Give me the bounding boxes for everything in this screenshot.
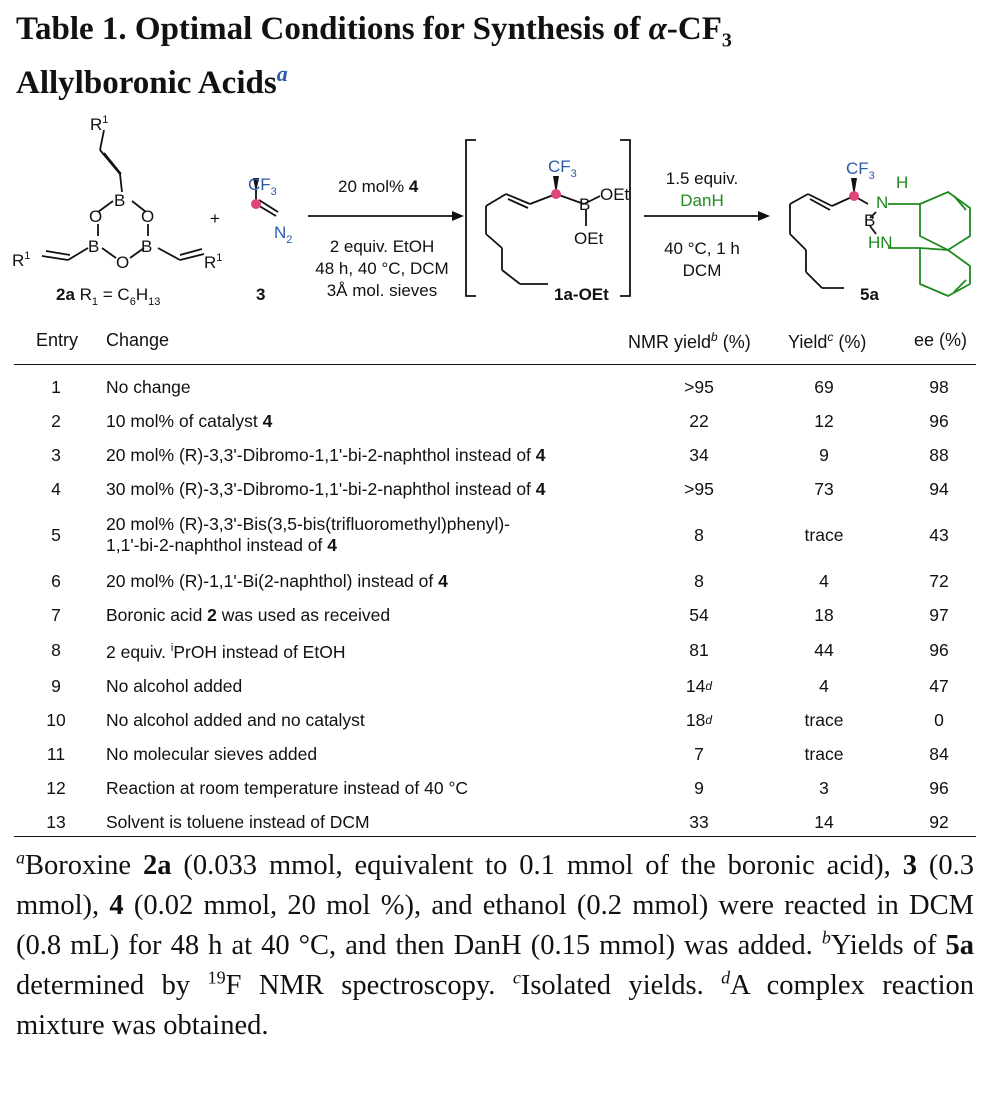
change-cell: 20 mol% (R)-3,3'-Dibromo-1,1'-bi-2-naphthol instead of 4	[106, 444, 546, 465]
change-cell: No change	[106, 376, 191, 397]
svg-text:48 h, 40 °C, DCM: 48 h, 40 °C, DCM	[315, 259, 449, 278]
ee-cell: 96	[929, 410, 949, 431]
svg-text:B: B	[579, 195, 591, 214]
svg-text:H: H	[896, 173, 909, 192]
yield-cell: 4	[819, 675, 829, 696]
ee-cell: 0	[934, 709, 944, 730]
nmr-yield-cell: 54	[689, 604, 709, 625]
yield-cell: trace	[804, 709, 844, 730]
entry-cell: 10	[46, 709, 66, 730]
header-ee: ee (%)	[914, 330, 968, 350]
yield-cell: 73	[814, 478, 834, 499]
title-footnote-mark: a	[276, 60, 288, 86]
table-row	[14, 506, 976, 564]
table-row	[14, 805, 976, 839]
svg-text:3: 3	[256, 285, 266, 304]
svg-text:B: B	[864, 211, 876, 230]
table-row	[14, 564, 976, 598]
yield-cell: 69	[814, 376, 834, 397]
entry-cell: 5	[51, 524, 61, 545]
entry-cell: 12	[46, 777, 66, 798]
table-row	[14, 771, 976, 805]
entry-cell: 3	[51, 444, 61, 465]
table-row	[14, 370, 976, 404]
svg-text:O: O	[141, 207, 155, 226]
yield-cell: 18	[814, 604, 834, 625]
nmr-yield-cell: 81	[689, 640, 709, 660]
yield-cell: 4	[819, 570, 829, 591]
table-row	[14, 737, 976, 771]
svg-text:B: B	[88, 237, 100, 256]
table-rule-top	[14, 364, 976, 365]
svg-text:R1: $R^1$	[12, 250, 31, 270]
svg-text:N: N	[876, 193, 889, 212]
table-row	[14, 632, 976, 669]
change-cell: Boronic acid 2 was used as received	[106, 604, 391, 625]
svg-text:CF3: $CF_3$	[846, 159, 875, 182]
nmr-yield-cell: 34	[689, 444, 709, 465]
svg-text:CF3: $CF_3$	[248, 175, 277, 198]
nmr-yield-cell: >95	[684, 376, 714, 397]
table-row	[14, 472, 976, 506]
nmr-yield-cell: 8	[694, 570, 704, 591]
change-cell: No alcohol added and no catalyst	[106, 709, 365, 730]
change-cell: 2 equiv. $^i$PrOH instead of EtOH	[106, 641, 346, 662]
table-footnotes: $^a$Boroxine 2a (0.033 mmol, equivalent to 0.1 mmol of the boronic acid), 3 (0.3 mmol), 4 (0.02 mmol, 20 mol %), and ethanol (0.2 mmol) were reacted in DCM (0.8 mL) for 48 h at 40 °C, and then DanH (0.15 mmol) was added. $^b$Yields of 5a determined by $^{19}$F NMR spectroscopy. $^c$Isolated yields. $^d$A complex reaction mixture was obtained.	[16, 847, 975, 1041]
change-cell: No alcohol added	[106, 675, 243, 696]
svg-text:20 mol% 4: 20 mol% 4	[338, 177, 419, 196]
yield-cell: trace	[804, 743, 844, 764]
svg-text:3Å mol. sieves: 3Å mol. sieves	[326, 281, 438, 300]
nmr-yield-cell: 8	[694, 524, 704, 545]
entry-cell: 8	[51, 640, 61, 660]
change-cell: 20 mol% (R)-3,3'-Bis(3,5-bis(trifluoromethyl)phenyl)- 1,1'-bi-2-naphthol instead of 4	[106, 514, 511, 555]
table-body	[14, 370, 976, 839]
change-cell: 10 mol% of catalyst 4	[106, 410, 273, 431]
nmr-yield-cell: >95	[684, 478, 714, 499]
ee-cell: 43	[929, 524, 949, 545]
change-cell: Reaction at room temperature instead of 40 °C	[106, 777, 469, 798]
ee-cell: 88	[929, 444, 949, 465]
reaction-scheme	[8, 108, 983, 318]
entry-cell: 2	[51, 410, 61, 431]
change-cell: Solvent is toluene instead of DCM	[106, 811, 370, 832]
svg-text:DanH: DanH	[680, 191, 724, 210]
table-row	[14, 438, 976, 472]
svg-text:2a R1 = C6H13: 2a $R_1 = C_6H_{13}$	[56, 285, 161, 308]
svg-text:5a: 5a	[860, 285, 879, 304]
svg-text:HN: HN	[868, 233, 893, 252]
svg-text:1a-OEt: 1a-OEt	[554, 285, 609, 304]
table-row	[14, 669, 976, 703]
header-entry: Entry	[36, 330, 79, 350]
entry-cell: 4	[51, 478, 61, 499]
svg-text:N2: $N_2$	[274, 223, 293, 246]
yield-cell: trace	[804, 524, 844, 545]
table-row	[14, 404, 976, 438]
svg-text:OEt: OEt	[574, 229, 604, 248]
yield-cell: 3	[819, 777, 829, 798]
nmr-yield-cell: 33	[689, 811, 709, 832]
danh-ring	[888, 192, 970, 296]
svg-text:O: O	[116, 253, 130, 272]
header-nmr-yield: NMR yield$^b$ (%)	[628, 330, 751, 352]
change-cell: No molecular sieves added	[106, 743, 318, 764]
header-change: Change	[106, 330, 170, 350]
ee-cell: 96	[929, 640, 949, 660]
nmr-yield-cell: 18 d	[685, 709, 713, 730]
entry-cell: 9	[51, 675, 61, 696]
svg-text:+: +	[210, 209, 220, 228]
stereocenter-dot	[251, 199, 261, 209]
entry-cell: 11	[46, 743, 66, 764]
yield-cell: 44	[814, 640, 834, 660]
table-row	[14, 598, 976, 632]
ee-cell: 94	[929, 478, 949, 499]
header-yield: Yield$^c$ (%)	[788, 330, 867, 352]
ee-cell: 96	[929, 777, 949, 798]
svg-text:2 equiv. EtOH: 2 equiv. EtOH	[329, 237, 435, 256]
svg-text:B: B	[141, 237, 153, 256]
svg-text:40 °C, 1 h: 40 °C, 1 h	[664, 239, 740, 258]
ee-cell: 92	[929, 811, 949, 832]
yield-cell: 12	[814, 410, 834, 431]
entry-cell: 6	[51, 570, 61, 591]
nmr-yield-cell: 9	[694, 777, 704, 798]
svg-text:1.5 equiv.: 1.5 equiv.	[665, 169, 739, 188]
svg-text:CF3: $CF_3$	[548, 157, 577, 180]
entry-cell: 1	[51, 376, 61, 397]
ee-cell: 72	[929, 570, 949, 591]
yield-cell: 9	[819, 444, 829, 465]
change-cell: 30 mol% (R)-3,3'-Dibromo-1,1'-bi-2-naphthol instead of 4	[106, 478, 546, 499]
stereocenter-dot	[551, 189, 561, 199]
nmr-yield-cell: 7	[694, 743, 704, 764]
change-cell: 20 mol% (R)-1,1'-Bi(2-naphthol) instead of 4	[106, 570, 448, 591]
ee-cell: 47	[929, 675, 949, 696]
ee-cell: 84	[929, 743, 949, 764]
table-header	[14, 326, 976, 356]
ee-cell: 98	[929, 376, 949, 397]
nmr-yield-cell: 14 d	[685, 675, 713, 696]
nmr-yield-cell: 22	[689, 410, 709, 431]
ee-cell: 97	[929, 604, 949, 625]
svg-text:B: B	[114, 191, 126, 210]
entry-cell: 13	[46, 811, 66, 832]
svg-text:R1: $R^1$	[204, 252, 223, 272]
svg-text:OEt: OEt	[600, 185, 630, 204]
table-title: Table 1. Optimal Conditions for Synthesis of $\alpha-CF_3$ Allylboronic Acids$^a$	[16, 11, 732, 101]
svg-text:O: O	[89, 207, 103, 226]
table-rule-bottom	[14, 836, 976, 837]
svg-text:R1: $R^1$	[90, 114, 109, 134]
svg-text:DCM: DCM	[682, 261, 722, 280]
entry-cell: 7	[51, 604, 61, 625]
table-row	[14, 703, 976, 737]
stereocenter-dot	[849, 191, 859, 201]
yield-cell: 14	[814, 811, 834, 832]
